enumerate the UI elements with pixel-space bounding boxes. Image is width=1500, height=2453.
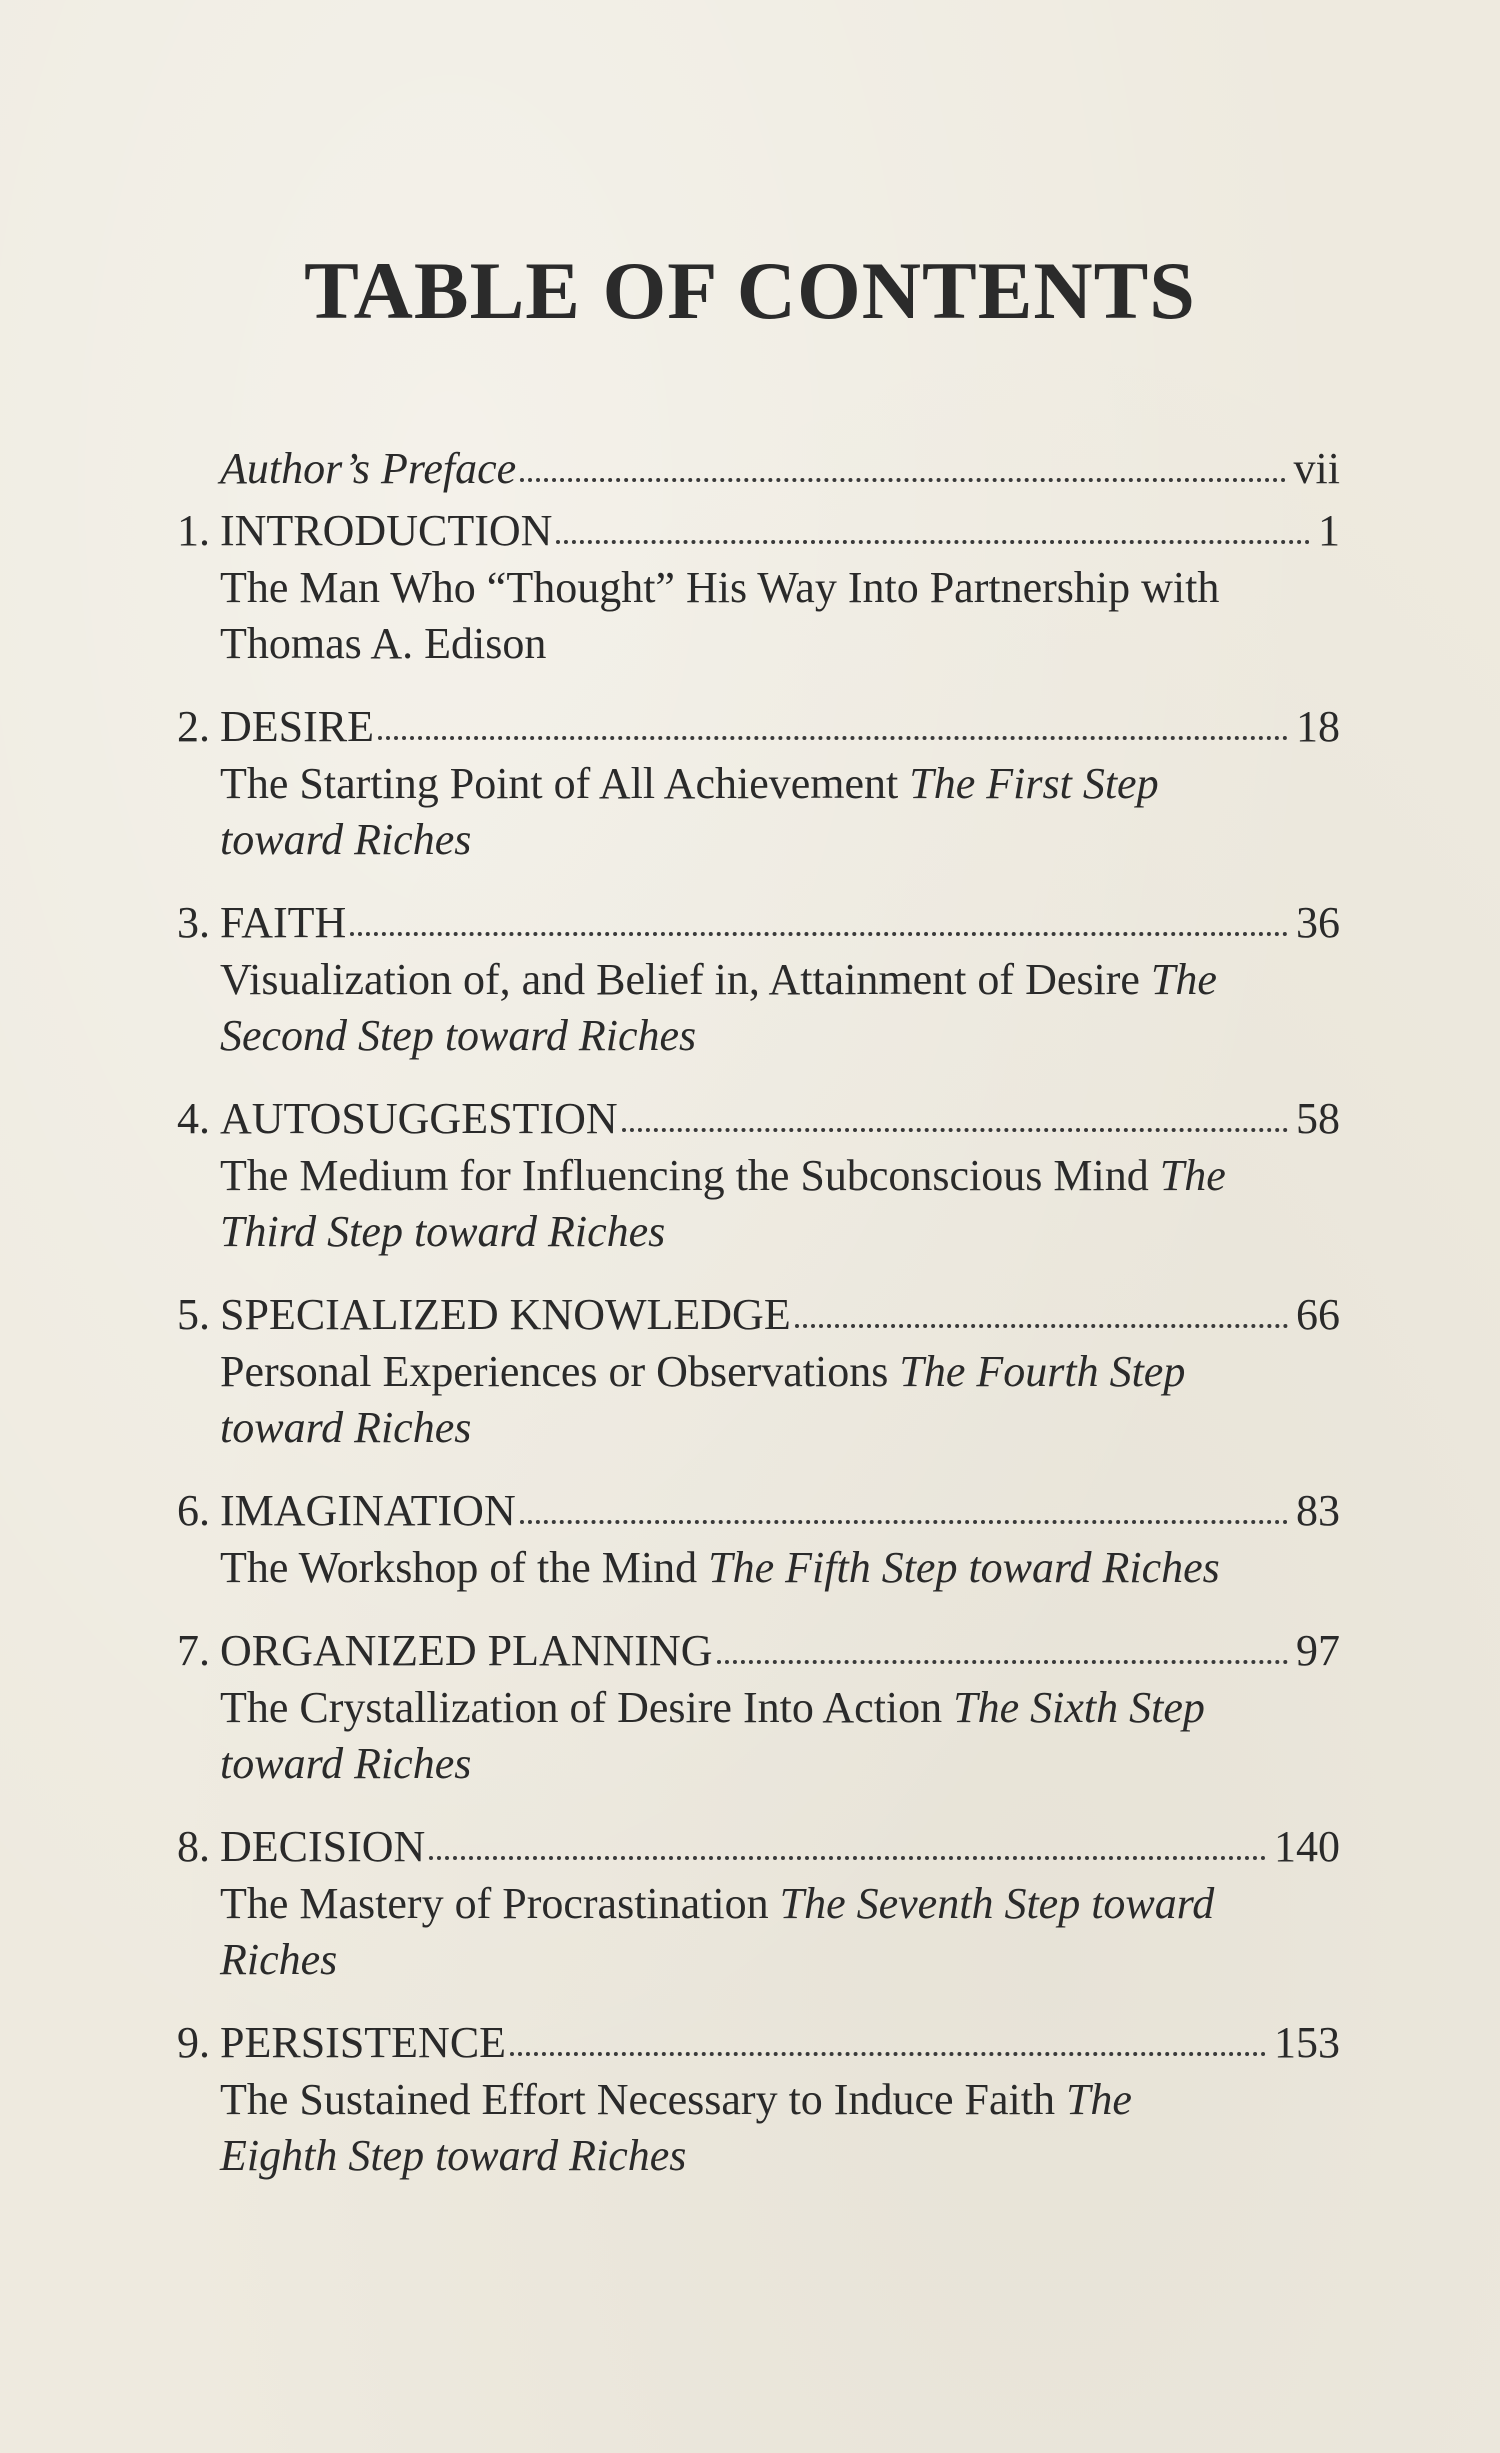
chapter-number: 7.: [177, 1626, 210, 1675]
toc-line: [150, 1286, 1340, 1344]
chapter-number: 3.: [177, 898, 210, 947]
toc-entry-chapter-5[interactable]: [150, 1286, 1340, 1456]
page-number: 58: [1296, 1094, 1340, 1143]
page-number: vii: [1293, 444, 1340, 493]
chapter-description: [220, 756, 1260, 868]
chapter-description: [220, 560, 1260, 672]
chapter-step: The Eighth Step toward Riches: [220, 2075, 1132, 2180]
chapter-step: The Third Step toward Riches: [220, 1151, 1226, 1256]
dot-leader: [510, 2052, 1266, 2056]
toc-entry-chapter-1[interactable]: [150, 502, 1340, 672]
chapter-step: The Seventh Step toward Riches: [220, 1879, 1215, 1984]
dot-leader: [378, 736, 1288, 740]
chapter-step: The Fourth Step toward Riches: [220, 1347, 1186, 1452]
page-number: 153: [1274, 2018, 1340, 2067]
chapter-number: 8.: [177, 1822, 210, 1871]
page-title: TABLE OF CONTENTS: [304, 245, 1196, 336]
chapter-title: INTRODUCTION: [220, 506, 553, 555]
dot-leader: [520, 478, 1285, 482]
toc-entry-chapter-7[interactable]: [150, 1622, 1340, 1792]
chapter-title: DESIRE: [220, 702, 374, 751]
chapter-title: PERSISTENCE: [220, 2018, 507, 2067]
chapter-subtitle: The Mastery of Procrastination: [220, 1879, 780, 1928]
chapter-title: FAITH: [220, 898, 347, 947]
chapter-number: 9.: [177, 2018, 210, 2067]
dot-leader: [350, 932, 1288, 936]
dot-leader: [429, 1856, 1266, 1860]
chapter-step: The Second Step toward Riches: [220, 955, 1217, 1060]
page-number: 66: [1296, 1290, 1340, 1339]
chapter-step: The First Step toward Riches: [220, 759, 1159, 864]
entry-label: Author’s Preface: [220, 444, 517, 493]
chapter-subtitle: The Medium for Influencing the Subconscious Mind: [220, 1151, 1160, 1200]
toc-line: [150, 894, 1340, 952]
page-number: 140: [1274, 1822, 1340, 1871]
chapter-number: 4.: [177, 1094, 210, 1143]
toc-line: [150, 1482, 1340, 1540]
dot-leader: [795, 1324, 1288, 1328]
chapter-subtitle: The Man Who “Thought” His Way Into Partnership with Thomas A. Edison: [220, 563, 1220, 668]
chapter-title: AUTOSUGGESTION: [220, 1094, 618, 1143]
chapter-list: [150, 502, 1340, 2184]
chapter-step: The Sixth Step toward Riches: [220, 1683, 1205, 1788]
chapter-description: [220, 1148, 1260, 1260]
toc-entry-chapter-3[interactable]: [150, 894, 1340, 1064]
dot-leader: [622, 1128, 1288, 1132]
dot-leader: [717, 1660, 1288, 1664]
page-number: 18: [1296, 702, 1340, 751]
toc-entry-preface[interactable]: [150, 440, 1340, 498]
toc-entry-chapter-6[interactable]: [150, 1482, 1340, 1596]
chapter-description: [220, 1540, 1260, 1596]
chapter-number: 6.: [177, 1486, 210, 1535]
page-number: 36: [1296, 898, 1340, 947]
chapter-title: DECISION: [220, 1822, 426, 1871]
chapter-subtitle: The Starting Point of All Achievement: [220, 759, 910, 808]
toc-entry-chapter-4[interactable]: [150, 1090, 1340, 1260]
chapter-number: 1.: [177, 506, 210, 555]
dot-leader: [520, 1520, 1288, 1524]
chapter-title: SPECIALIZED KNOWLEDGE: [220, 1290, 791, 1339]
chapter-step: The Fifth Step toward Riches: [708, 1543, 1220, 1592]
chapter-subtitle: The Crystallization of Desire Into Action: [220, 1683, 954, 1732]
chapter-subtitle: Personal Experiences or Observations: [220, 1347, 900, 1396]
table-of-contents: [150, 440, 1340, 2210]
toc-line: [150, 502, 1340, 560]
page-number: 97: [1296, 1626, 1340, 1675]
chapter-subtitle: The Sustained Effort Necessary to Induce Faith: [220, 2075, 1066, 2124]
chapter-description: [220, 2072, 1260, 2184]
toc-line: [150, 440, 1340, 498]
chapter-description: [220, 1344, 1260, 1456]
chapter-number: 5.: [177, 1290, 210, 1339]
chapter-description: [220, 1680, 1260, 1792]
page-number: 83: [1296, 1486, 1340, 1535]
toc-line: [150, 698, 1340, 756]
toc-entry-chapter-2[interactable]: [150, 698, 1340, 868]
chapter-number: 2.: [177, 702, 210, 751]
page-number: 1: [1318, 506, 1340, 555]
toc-line: [150, 1622, 1340, 1680]
chapter-description: [220, 952, 1260, 1064]
toc-line: [150, 1818, 1340, 1876]
dot-leader: [556, 540, 1310, 544]
chapter-subtitle: Visualization of, and Belief in, Attainment of Desire: [220, 955, 1151, 1004]
toc-entry-chapter-9[interactable]: [150, 2014, 1340, 2184]
toc-line: [150, 1090, 1340, 1148]
chapter-title: IMAGINATION: [220, 1486, 516, 1535]
chapter-title: ORGANIZED PLANNING: [220, 1626, 713, 1675]
toc-line: [150, 2014, 1340, 2072]
chapter-subtitle: The Workshop of the Mind: [220, 1543, 709, 1592]
toc-entry-chapter-8[interactable]: [150, 1818, 1340, 1988]
chapter-description: [220, 1876, 1260, 1988]
